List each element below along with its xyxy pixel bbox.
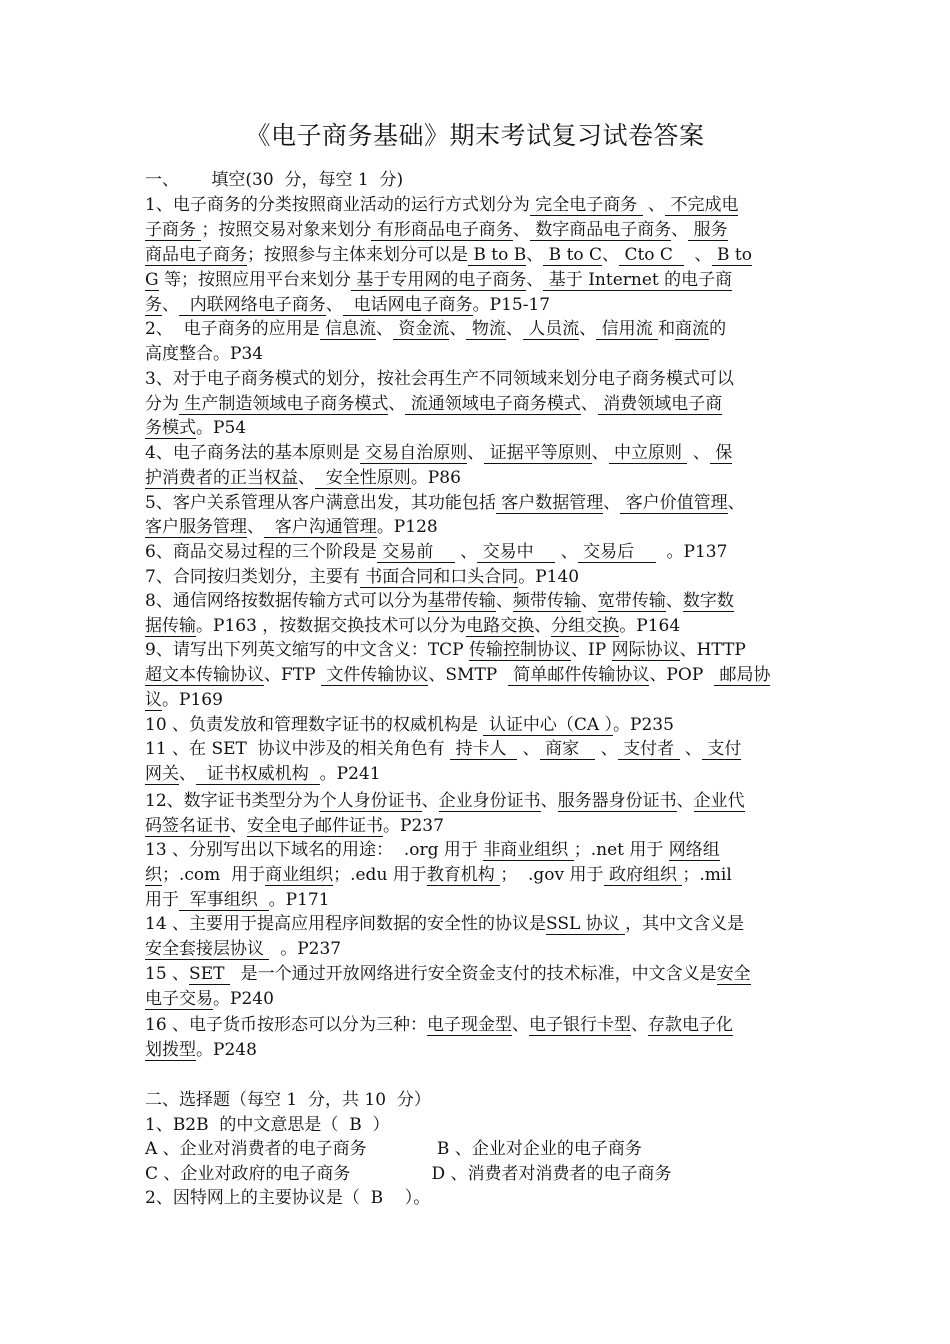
text-line (145, 537, 810, 562)
question-text: 、 (679, 739, 702, 759)
answer-blank: 交易后 (577, 542, 656, 562)
question-text: 、 (512, 1015, 530, 1035)
question-text: 、 (602, 245, 620, 265)
answer-blank: 资金流 (393, 319, 450, 339)
question-text: 2、 电子商务的应用是 (145, 319, 320, 339)
answer-blank: 客户服务管理 (145, 517, 247, 537)
question-text: 。P240 (213, 989, 274, 1009)
text-line (145, 934, 810, 959)
question-text: ；按照参与主体来划分可以是 (247, 245, 468, 265)
text-line (145, 984, 810, 1009)
question-text: 、 (467, 443, 485, 463)
text-line (145, 463, 810, 488)
question-text: 。P163 ，按数据交换技术可以分为 (196, 616, 467, 636)
text-line (145, 314, 810, 339)
answer-blank: 客户价值管理 (620, 493, 728, 513)
answer-blank: 交易前 (376, 542, 455, 562)
question-text: ；.com 用于 (162, 865, 266, 885)
document-title: 《电子商务基础》期末考试复习试卷答案 (245, 121, 705, 150)
question-text: 是一个通过开放网络进行安全资金支付的技术标准，中文含义是 (229, 964, 717, 984)
answer-blank: 文件传输协议 (320, 665, 429, 685)
question-text: 和 (658, 319, 676, 339)
answer-blank: G (145, 270, 159, 290)
answer-blank: 服务器身份证书 (557, 791, 677, 811)
question-text: 10 、负责发放和管理数字证书的权威机构是 (145, 715, 484, 735)
text-line (145, 786, 810, 811)
text-line (145, 909, 810, 934)
answer-blank: 消费领域电子商 (597, 394, 723, 414)
question-text: 。P54 (196, 418, 247, 438)
question-text: 、POP (649, 665, 715, 685)
answer-blank: 数字商品电子商务 (529, 220, 672, 240)
question-text: A 、企业对消费者的电子商务 B 、企业对企业的电子商务 (145, 1139, 642, 1159)
question-text: 、 (603, 493, 621, 513)
question-text: 、 (512, 220, 530, 240)
answer-blank: 政府组织 (603, 865, 683, 885)
question-text: 8、通信网络按数据传输方式可以分为 (145, 591, 428, 611)
answer-blank: 电话网电子商务 (342, 295, 473, 315)
answer-blank: 子商务 (145, 220, 202, 240)
answer-blank: 织 (145, 865, 162, 885)
question-text: 、 (671, 220, 689, 240)
question-text: 、 (687, 443, 710, 463)
answer-blank: 持卡人 (450, 739, 518, 759)
answer-blank: 军事组织 (179, 890, 269, 910)
question-text: 、 (580, 394, 598, 414)
text-line (145, 215, 810, 240)
question-text: 、 (230, 816, 247, 836)
answer-blank: 保 (709, 443, 733, 463)
text-line (145, 240, 810, 265)
answer-blank: 证书权威机构 (196, 764, 320, 784)
answer-blank: 分组交换 (551, 616, 620, 636)
question-text: 、 (449, 319, 467, 339)
question-text: 。P235 (613, 715, 674, 735)
question-text: 、 (595, 739, 618, 759)
question-text: 、 (579, 319, 597, 339)
question-text: 、 (421, 791, 439, 811)
text-line (145, 860, 810, 885)
answer-blank: 简单邮件传输协议 (508, 665, 650, 685)
text-line (145, 611, 810, 636)
question-text: 16 、电子货币按形态可以分为三种： (145, 1015, 428, 1035)
answer-blank: 客户沟通管理 (264, 517, 377, 537)
answer-blank: 安全 (716, 964, 751, 984)
text-line (145, 438, 810, 463)
answer-blank: 商流 (675, 319, 710, 339)
answer-blank: SET (189, 964, 230, 984)
question-text: 、 (325, 295, 343, 315)
question-text: 。P248 (196, 1040, 257, 1060)
answer-blank: 议 (145, 690, 162, 710)
text-line (145, 660, 810, 685)
question-text: 3、对于电子商务模式的划分，按社会再生产不同领域来划分电子商务模式可以 (145, 369, 734, 389)
answer-blank: 商家 (539, 739, 596, 759)
answer-blank: B to B (468, 245, 527, 265)
answer-blank: 交易中 (477, 542, 556, 562)
question-text: 、FTP (264, 665, 321, 685)
question-text: 、 (495, 591, 513, 611)
question-text: 分为 (145, 394, 179, 414)
answer-blank: 企业代 (693, 791, 745, 811)
text-line (145, 290, 810, 315)
text-line (145, 1134, 810, 1159)
question-text: 。P237 (269, 939, 342, 959)
answer-blank: B to (711, 245, 752, 265)
answer-blank: 码签名证书 (145, 816, 230, 836)
answer-blank: 信用流 (596, 319, 659, 339)
question-text: 、 (580, 591, 598, 611)
text-line (145, 265, 810, 290)
question-text: 。P241 (319, 764, 381, 784)
text-line (145, 562, 810, 587)
answer-blank: 教育机构 (426, 865, 501, 885)
answer-blank: 认证中心（CA ） (483, 715, 614, 735)
text-line (145, 512, 810, 537)
answer-blank: 务模式 (145, 418, 196, 438)
question-text: 。P15-17 (472, 295, 551, 315)
text-line (145, 1035, 810, 1060)
answer-blank: 信息流 (319, 319, 377, 339)
answer-blank: 电子银行卡型 (529, 1015, 632, 1035)
question-text: 的 (709, 319, 727, 339)
question-text: 14 、主要用于提高应用程序间数据的安全性的协议是 (145, 914, 547, 934)
answer-blank: 个人身份证书 (319, 791, 422, 811)
answer-blank: 企业身份证书 (438, 791, 541, 811)
answer-blank: 存款电子化 (648, 1015, 734, 1035)
question-text: 1、B2B 的中文意思是（ B ） (145, 1115, 390, 1135)
text-line (145, 488, 810, 513)
question-text: 、 (665, 591, 683, 611)
question-text: 。P86 (410, 468, 461, 488)
answer-blank: SSL 协议 (546, 914, 626, 934)
answer-blank: 安全电子邮件证书 (247, 816, 383, 836)
question-text: 。P128 (376, 517, 438, 537)
answer-blank: 不完成电 (665, 195, 739, 215)
question-text: 、 (179, 764, 196, 784)
answer-blank: 交易自治原则 (359, 443, 468, 463)
answer-blank: B to C (543, 245, 603, 265)
question-text: 1、电子商务的分类按照商业活动的运行方式划分为 (145, 195, 530, 215)
answer-blank: 据传输 (145, 616, 196, 636)
question-text: ；.net 用于 (573, 840, 669, 860)
text-line (145, 1183, 810, 1208)
question-text: 5、客户关系管理从客户满意出发，其功能包括 (145, 493, 496, 513)
question-text: ，其中文含义是 (625, 914, 745, 934)
text-line (145, 885, 810, 910)
question-text: 二、选择题（每空 1 分，共 10 分） (145, 1090, 431, 1110)
question-text: 一、 填空(30 分，每空 1 分) (145, 170, 404, 190)
text-line (145, 710, 810, 735)
question-text: 、 (727, 493, 745, 513)
answer-blank: 数字数 (682, 591, 734, 611)
answer-blank: 人员流 (522, 319, 580, 339)
question-text: 、 (540, 791, 558, 811)
question-text: 、 (526, 245, 544, 265)
answer-blank: 网际协议 (611, 640, 680, 660)
answer-blank: 证据平等原则 (484, 443, 592, 463)
question-text: 、 (247, 517, 264, 537)
question-text: 、 (555, 542, 578, 562)
text-line (145, 586, 810, 611)
question-text: 9、请写出下列英文缩写的中文含义：TCP (145, 640, 470, 660)
answer-blank: 超文本传输协议 (145, 665, 264, 685)
question-text: 用于 (145, 890, 179, 910)
question-text: 、 (388, 394, 406, 414)
question-text: 、 (642, 195, 666, 215)
answer-blank: 频带传输 (512, 591, 581, 611)
question-text: 。P171 (268, 890, 330, 910)
answer-blank: 安全性原则 (315, 468, 411, 488)
question-text: 2、因特网上的主要协议是（ B ）。 (145, 1188, 431, 1208)
answer-blank: 基于专用网的电子商务 (351, 270, 527, 290)
question-text: 7、合同按归类划分，主要有 (145, 567, 360, 587)
question-text: 15 、 (145, 964, 190, 984)
question-text: 、 (505, 319, 523, 339)
question-text: 、 (162, 295, 179, 315)
text-line (145, 1010, 810, 1035)
answer-blank: 书面合同和口头合同 (359, 567, 519, 587)
text-line (145, 759, 810, 784)
text-line (145, 165, 810, 190)
answer-blank: 生产制造领域电子商务模式 (179, 394, 389, 414)
question-text: 、 (454, 542, 478, 562)
question-text: 、 (526, 270, 544, 290)
question-text: 、 (676, 791, 694, 811)
text-line (145, 811, 810, 836)
answer-blank: 宽带传输 (597, 591, 666, 611)
question-text: 、SMTP (428, 665, 509, 685)
answer-blank: 基于 Internet 的电子商 (543, 270, 733, 290)
answer-blank: 支付 (701, 739, 742, 759)
answer-blank: 电子交易 (145, 989, 213, 1009)
answer-blank: 安全套接层协议 (145, 939, 270, 959)
answer-blank: 服务 (688, 220, 728, 240)
question-text: 、 (376, 319, 394, 339)
question-text: ；.edu 用于 (333, 865, 427, 885)
question-text: 。P140 (518, 567, 580, 587)
answer-blank: 基带传输 (427, 591, 496, 611)
text-line (145, 339, 810, 364)
answer-blank: 商品电子商务 (145, 245, 247, 265)
answer-blank: 电路交换 (466, 616, 535, 636)
question-text: ； .gov 用于 (500, 865, 604, 885)
answer-blank: 商业组织 (265, 865, 334, 885)
answer-blank: 物流 (466, 319, 506, 339)
question-text: 、IP (571, 640, 612, 660)
question-text: 。P164 (619, 616, 681, 636)
question-text: 。P237 (383, 816, 444, 836)
answer-blank: 邮局协 (714, 665, 771, 685)
question-text: 12、数字证书类型分为 (145, 791, 320, 811)
question-text: 11 、在 SET 协议中涉及的相关角色有 (145, 739, 451, 759)
question-text: 高度整合。P34 (145, 344, 264, 364)
text-line (145, 389, 810, 414)
question-text: 6、商品交易过程的三个阶段是 (145, 542, 377, 562)
question-text: 、 (591, 443, 609, 463)
answer-blank: 有形商品电子商务 (371, 220, 513, 240)
text-line (145, 959, 810, 984)
answer-blank: 划拨型 (145, 1040, 196, 1060)
answer-blank: 流通领域电子商务模式 (405, 394, 581, 414)
question-text: 等；按照应用平台来划分 (158, 270, 351, 290)
answer-blank: Cto C (619, 245, 684, 265)
text-line (145, 1110, 810, 1135)
text-line (145, 635, 810, 660)
text-line (145, 1159, 810, 1184)
text-line (145, 835, 810, 860)
question-text: 。P137 (655, 542, 728, 562)
text-line (145, 364, 810, 389)
question-text: C 、企业对政府的电子商务 D 、消费者对消费者的电子商务 (145, 1164, 672, 1184)
answer-blank: 护消费者的正当权益 (145, 468, 298, 488)
answer-blank: 网关 (145, 764, 179, 784)
question-text: 、 (683, 245, 712, 265)
answer-blank: 务 (145, 295, 162, 315)
question-text: 、 (298, 468, 315, 488)
question-text: 4、电子商务法的基本原则是 (145, 443, 360, 463)
text-line (145, 685, 810, 710)
question-text: 、 (517, 739, 540, 759)
answer-blank: 支付者 (617, 739, 680, 759)
text-line (145, 413, 810, 438)
text-line (145, 734, 810, 759)
answer-blank: 完全电子商务 (529, 195, 643, 215)
question-text: 。P169 (162, 690, 223, 710)
answer-blank: 传输控制协议 (469, 640, 572, 660)
question-text: 、HTTP (679, 640, 746, 660)
question-text: 13 、分别写出以下域名的用途： .org 用于 (145, 840, 484, 860)
text-line (145, 190, 810, 215)
question-text: 、 (631, 1015, 649, 1035)
question-text: ；.mil (682, 865, 732, 885)
answer-blank: 非商业组织 (483, 840, 574, 860)
question-text: 、 (534, 616, 552, 636)
answer-blank: 客户数据管理 (495, 493, 604, 513)
answer-blank: 电子现金型 (427, 1015, 513, 1035)
answer-blank: 中立原则 (608, 443, 688, 463)
answer-blank: 内联网络电子商务 (179, 295, 326, 315)
text-line (145, 1085, 810, 1110)
question-text: ；按照交易对象来划分 (201, 220, 372, 240)
answer-blank: 网络组 (668, 840, 720, 860)
